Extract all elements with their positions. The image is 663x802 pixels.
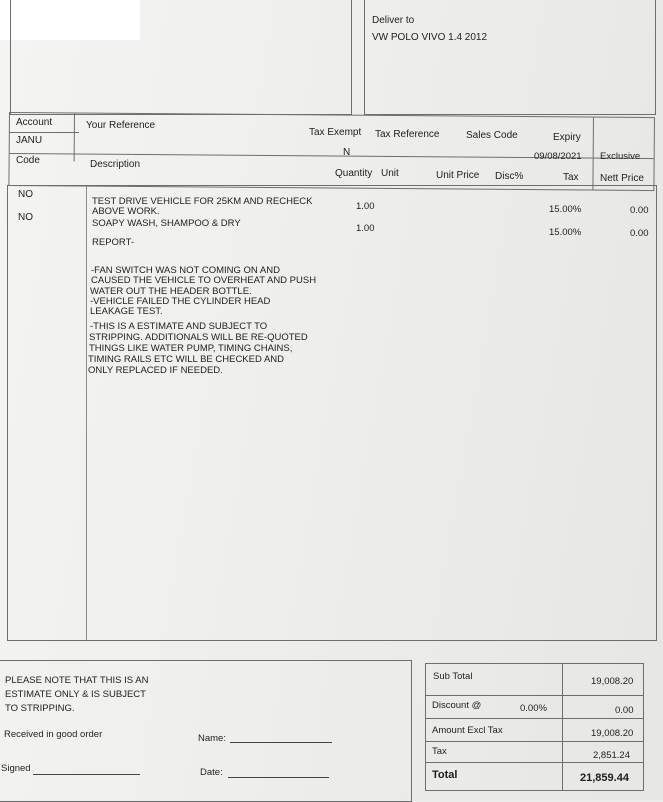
report-line: -THIS IS A ESTIMATE AND SUBJECT TO: [90, 321, 268, 332]
discount-value: 0.00: [615, 705, 634, 716]
amount-excl-tax-value: 19,008.20: [591, 728, 634, 739]
tax-label: Tax: [432, 746, 447, 757]
signed-label: Signed: [1, 763, 31, 774]
report-line: LEAKAGE TEST.: [90, 306, 163, 317]
deliver-to-label: Deliver to: [372, 15, 415, 26]
received-label: Received in good order: [4, 729, 103, 740]
line-1-tax: 15.00%: [549, 204, 582, 215]
report-title: REPORT-: [92, 237, 135, 248]
col-tax-exempt: Tax Exempt: [309, 127, 362, 138]
report-line: CAUSED THE VEHICLE TO OVERHEAT AND PUSH: [91, 275, 317, 286]
discount-percent: 0.00%: [520, 703, 547, 714]
date-field-line: [228, 777, 329, 778]
header-row-divider: [9, 132, 79, 133]
col-tax-reference: Tax Reference: [375, 129, 440, 140]
line-1-description-a: TEST DRIVE VEHICLE FOR 25KM AND RECHECK: [92, 196, 313, 207]
line-1-nett: 0.00: [630, 205, 649, 216]
report-line: -FAN SWITCH WAS NOT COMING ON AND: [91, 265, 280, 276]
footer-note-line: ESTIMATE ONLY & IS SUBJECT: [5, 689, 146, 700]
sub-total-value: 19,008.20: [591, 676, 634, 687]
account-value: JANU: [16, 135, 43, 146]
col-nett-price: Nett Price: [600, 173, 644, 184]
footer-note-line: TO STRIPPING.: [5, 703, 75, 714]
deliver-to-vehicle: VW POLO VIVO 1.4 2012: [372, 32, 488, 43]
signature-field-line: [33, 774, 140, 775]
line-items-area: [7, 185, 657, 641]
report-line: ONLY REPLACED IF NEEDED.: [88, 365, 223, 376]
col-quantity: Quantity: [335, 168, 373, 179]
total-label: Total: [432, 769, 458, 781]
line-1-code: NO: [18, 189, 33, 200]
col-account: Account: [16, 117, 53, 128]
line-1-description-b: ABOVE WORK.: [92, 206, 160, 217]
tax-exempt-value: N: [343, 147, 351, 158]
customer-address-box: [10, 0, 352, 115]
col-your-reference: Your Reference: [86, 120, 156, 131]
tax-mode-value: Exclusive: [600, 151, 641, 162]
discount-label: Discount @: [432, 700, 482, 711]
col-sales-code: Sales Code: [466, 130, 518, 141]
footer-note-line: PLEASE NOTE THAT THIS IS AN: [5, 675, 149, 686]
col-expiry: Expiry: [553, 132, 581, 143]
report-line: WATER OUT THE HEADER BOTTLE.: [90, 286, 252, 297]
line-items-left-border: [7, 185, 8, 641]
col-unit: Unit: [381, 168, 399, 179]
date-label: Date:: [200, 767, 223, 778]
line-2-description: SOAPY WASH, SHAMPOO & DRY: [92, 218, 241, 229]
col-code: Code: [16, 155, 40, 166]
tax-value: 2,851.24: [593, 750, 630, 761]
amount-excl-tax-label: Amount Excl Tax: [432, 725, 503, 736]
sub-total-label: Sub Total: [433, 671, 473, 682]
report-line: TIMING RAILS ETC WILL BE CHECKED AND: [88, 354, 285, 365]
line-1-quantity: 1.00: [356, 201, 375, 212]
expiry-value: 09/08/2021: [534, 151, 582, 162]
report-line: STRIPPING. ADDITIONALS WILL BE RE-QUOTED: [89, 332, 308, 343]
col-tax: Tax: [563, 172, 579, 183]
line-2-tax: 15.00%: [549, 227, 582, 238]
report-line: -VEHICLE FAILED THE CYLINDER HEAD: [90, 296, 271, 307]
col-description: Description: [90, 159, 141, 170]
report-line: THINGS LIKE WATER PUMP, TIMING CHAINS,: [89, 343, 293, 354]
name-label: Name:: [198, 733, 226, 744]
line-2-code: NO: [18, 212, 33, 223]
col-unit-price: Unit Price: [436, 170, 480, 181]
name-field-line: [230, 742, 332, 743]
line-2-nett: 0.00: [630, 228, 649, 239]
line-2-quantity: 1.00: [356, 223, 375, 234]
col-disc: Disc%: [495, 171, 524, 182]
total-value: 21,859.44: [580, 772, 629, 784]
